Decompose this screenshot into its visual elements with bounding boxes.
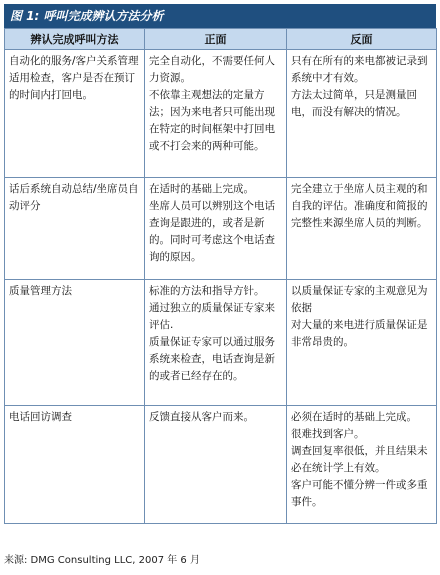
pros-text: 质量保证专家可以通过服务系统来检查，电话查询是新的或者已经存在的。 [149, 336, 275, 382]
column-header-cons: 反面 [287, 29, 437, 50]
header-row [5, 29, 437, 50]
cons-cell [287, 280, 437, 406]
pros-cell [145, 280, 287, 406]
pros-cell [145, 406, 287, 524]
figure [4, 4, 436, 524]
column-header-pros: 正面 [145, 29, 287, 50]
method-cell [5, 280, 145, 406]
cons-text: 以质量保证专家的主观意见为依据 [291, 285, 428, 314]
table-row [5, 50, 437, 178]
cons-text: 客户可能不懂分辨一件或多重事件。 [291, 479, 428, 508]
cons-cell [287, 50, 437, 178]
method-text: 自动化的服务/客户关系管理适用检查，客户是否在预订的时间内打回电。 [9, 55, 139, 101]
method-text: 质量管理方法 [9, 285, 72, 297]
cons-text: 很难找到客户。 [291, 428, 365, 440]
method-text: 电话回访调查 [9, 411, 72, 423]
table-row [5, 178, 437, 280]
method-cell [5, 178, 145, 280]
pros-text: 不依靠主观想法的定量方法；因为来电者只可能出现在特定的时间框架中打回电或不打会来的两种可能。 [149, 89, 275, 152]
method-text: 话后系统自动总结/坐席员自动评分 [9, 183, 139, 212]
pros-text: 反馈直接从客户而来。 [149, 411, 254, 423]
table-row [5, 406, 437, 524]
method-cell [5, 406, 145, 524]
table-row [5, 280, 437, 406]
method-cell [5, 50, 145, 178]
pros-text: 通过独立的质量保证专家来评估. [149, 302, 275, 331]
pros-cell [145, 178, 287, 280]
column-header-method: 辨认完成呼叫方法 [5, 29, 145, 50]
cons-cell [287, 406, 437, 524]
pros-text: 完全自动化，不需要任何人力资源。 [149, 55, 275, 84]
cons-cell [287, 178, 437, 280]
cons-text: 方法太过简单，只是测量回电，而没有解决的情况。 [291, 89, 417, 118]
cons-text: 调查回复率很低，并且结果未必在统计学上有效。 [291, 445, 428, 474]
analysis-table [4, 28, 437, 524]
pros-cell [145, 50, 287, 178]
cons-text: 必须在适时的基础上完成。 [291, 411, 417, 423]
source-note: 来源: DMG Consulting LLC, 2007 年 6 月 [4, 555, 200, 566]
pros-text: 在适时的基础上完成。 [149, 183, 254, 195]
cons-text: 对大量的来电进行质量保证是非常昂贵的。 [291, 319, 428, 348]
pros-text: 坐席人员可以辨别这个电话查询是跟进的，或者是新的。同时可考虑这个电话查询的原因。 [149, 200, 275, 263]
cons-text: 只有在所有的来电都被记录到系统中才有效。 [291, 55, 428, 84]
cons-text: 完全建立于坐席人员主观的和自我的评估。准确度和简报的完整性来源坐席人员的判断。 [291, 183, 428, 229]
pros-text: 标准的方法和指导方针。 [149, 285, 265, 297]
figure-title: 图 1: 呼叫完成辨认方法分析 [4, 4, 436, 28]
